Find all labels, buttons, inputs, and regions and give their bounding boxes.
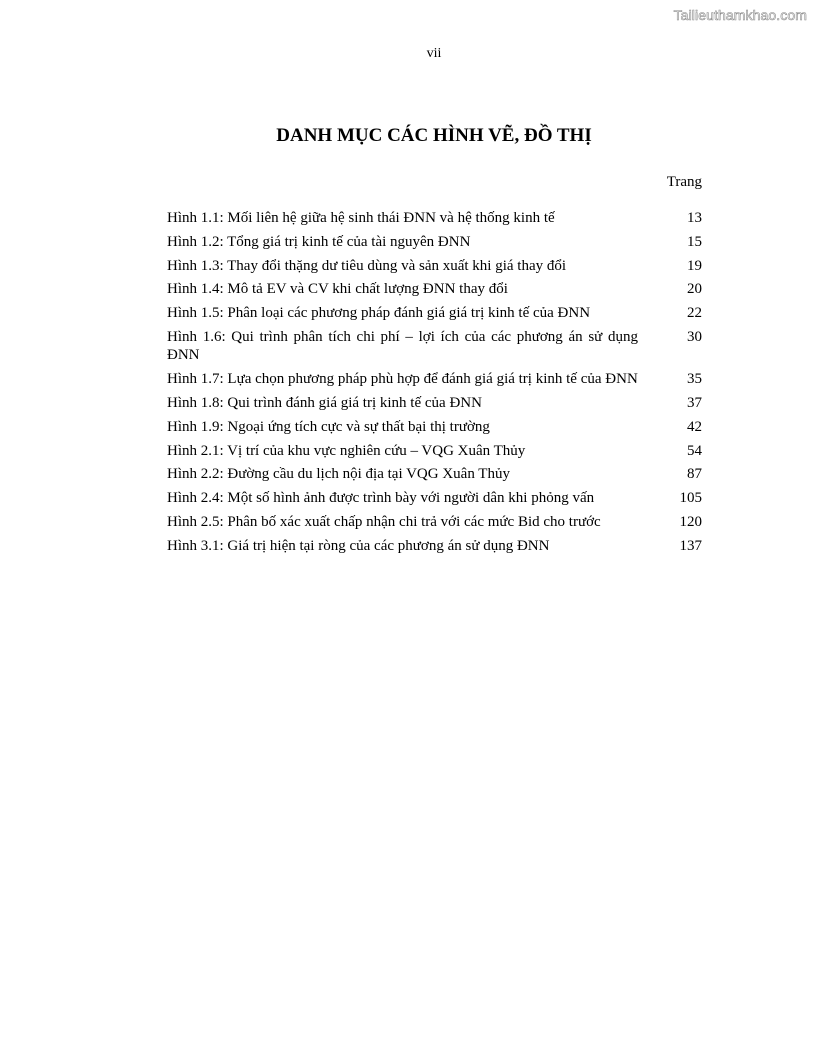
figure-entry-page: 54: [687, 442, 702, 459]
figure-entry-text: Hình 1.7: Lựa chọn phương pháp phù hợp để đánh giá giá trị kinh tế của ĐNN: [167, 371, 638, 388]
figure-entry-text: Hình 1.2: Tổng giá trị kinh tế của tài nguyên ĐNN: [167, 233, 471, 250]
figure-entry-text: Hình 1.6: Qui trình phân tích chi phí – lợi ích của các phương án sử dụng ĐNN: [167, 328, 638, 364]
figure-entry-page: 22: [687, 305, 702, 322]
figure-entry-text: Hình 1.5: Phân loại các phương pháp đánh giá giá trị kinh tế của ĐNN: [167, 305, 591, 322]
figure-entry-text: Hình 1.1: Mối liên hệ giữa hệ sinh thái ĐNN và hệ thống kinh tế: [167, 210, 555, 226]
page-column-label: Trang: [666, 174, 702, 190]
figure-entry-text: Hình 2.1: Vị trí của khu vực nghiên cứu – VQG Xuân Thủy: [167, 442, 526, 459]
figure-entry: [167, 489, 702, 508]
figure-entry-text: Hình 1.4: Mô tả EV và CV khi chất lượng ĐNN thay đổi: [167, 281, 508, 298]
figure-entry: [167, 209, 702, 228]
figure-entry-text: Hình 1.8: Qui trình đánh giá giá trị kinh tế của ĐNN: [167, 395, 482, 412]
figure-entry-page: 20: [687, 281, 702, 298]
figure-entry: [167, 370, 702, 389]
figure-entry-text: Hình 1.9: Ngoại ứng tích cực và sự thất bại thị trường: [167, 418, 490, 435]
figure-entry-text: Hình 1.3: Thay đổi thặng dư tiêu dùng và sản xuất khi giá thay đổi: [167, 257, 567, 274]
watermark: Tailieuthamkhao.com: [673, 7, 807, 23]
figure-entry-page: 137: [679, 537, 702, 554]
figure-entry-page: 105: [679, 490, 702, 507]
figure-entry: [167, 328, 702, 365]
figure-entry: [167, 537, 702, 556]
figure-entry: [167, 513, 702, 532]
figure-entry-page: 120: [679, 514, 702, 531]
figure-entry-page: 30: [687, 328, 702, 345]
figure-entry: [167, 304, 702, 323]
figure-entry: [167, 465, 702, 484]
figure-entry-text: Hình 3.1: Giá trị hiện tại ròng của các phương án sử dụng ĐNN: [167, 537, 550, 554]
figure-entry: [167, 257, 702, 276]
figure-entry-text: Hình 2.5: Phân bố xác xuất chấp nhận chi trả với các mức Bid cho trước: [167, 514, 601, 531]
figure-entry-page: 13: [687, 210, 702, 226]
figure-entry: [167, 394, 702, 413]
figure-entry-page: 87: [687, 466, 702, 483]
figure-entry-page: 42: [687, 418, 702, 435]
figure-entry-text: Hình 2.2: Đường cầu du lịch nội địa tại VQG Xuân Thủy: [167, 466, 510, 483]
figure-entry-text: Hình 2.4: Một số hình ảnh được trình bày với người dân khi phỏng vấn: [167, 490, 595, 507]
figure-entry: [167, 418, 702, 437]
figure-entry: [167, 233, 702, 252]
page-number: vii: [426, 46, 442, 61]
page-title: DANH MỤC CÁC HÌNH VẼ, ĐỒ THỊ: [276, 125, 592, 146]
figure-entry-page: 15: [687, 233, 702, 250]
figure-list: [167, 209, 702, 561]
figure-entry: [167, 280, 702, 299]
figure-entry-page: 37: [687, 395, 702, 412]
figure-entry: [167, 442, 702, 461]
figure-entry-page: 19: [687, 257, 702, 274]
figure-entry-page: 35: [687, 371, 702, 388]
